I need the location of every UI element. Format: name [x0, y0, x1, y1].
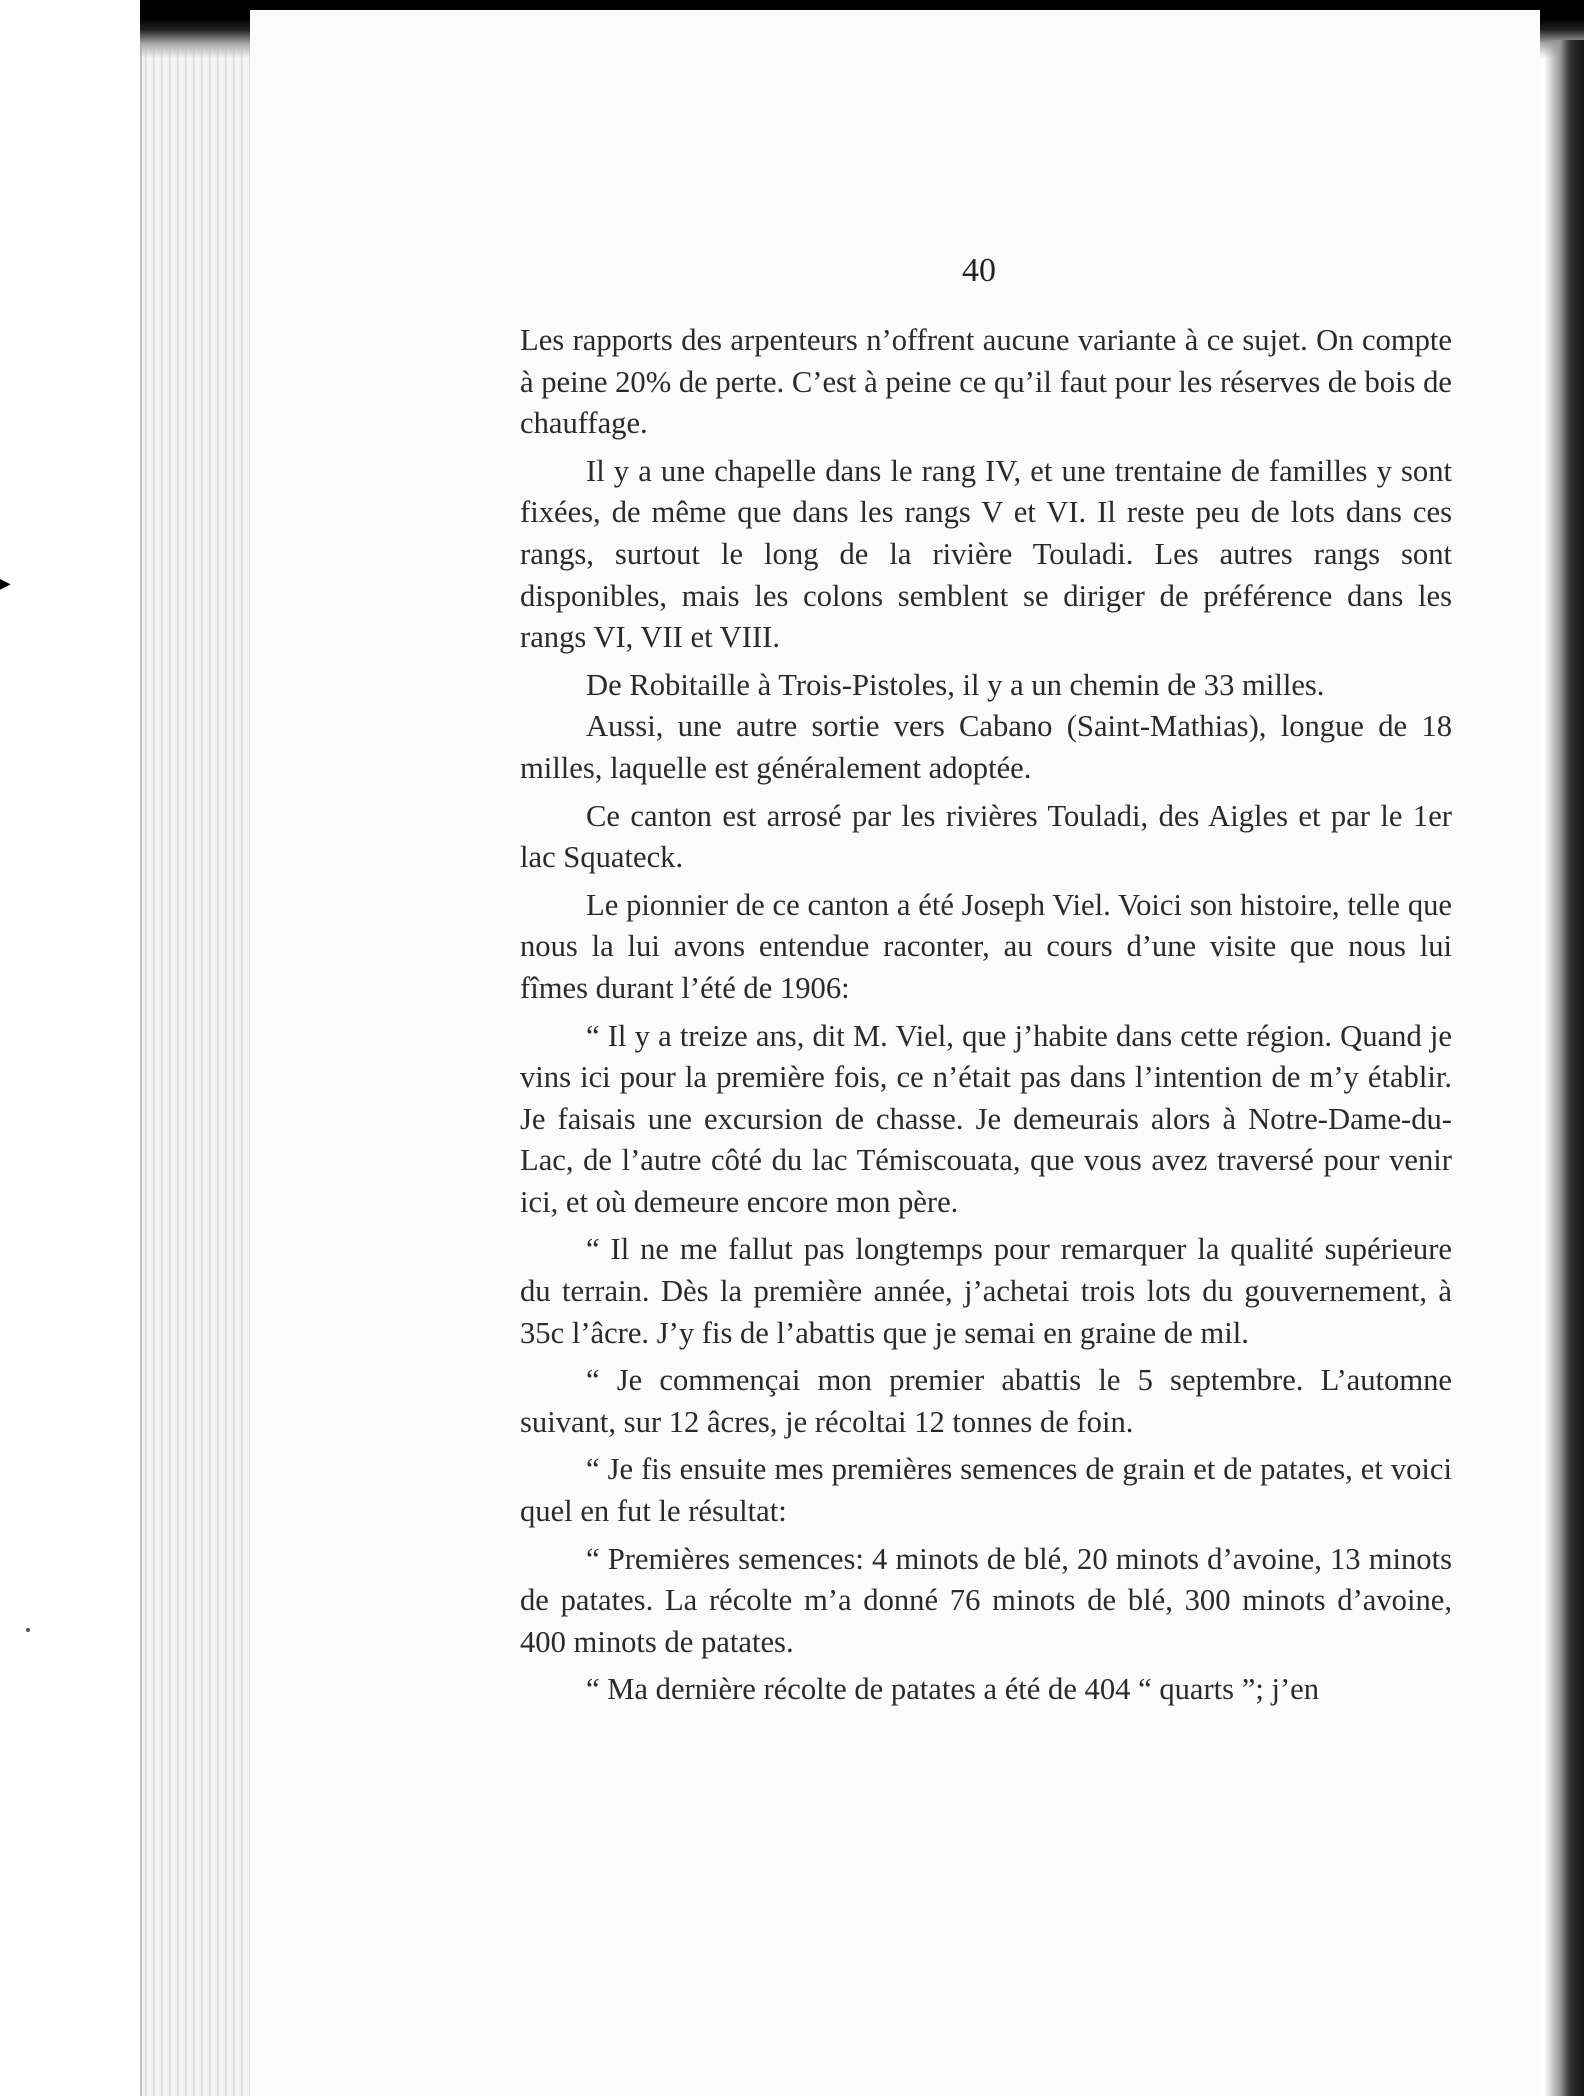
- paragraph: Les rapports des arpenteurs n’offrent aucune variante à ce sujet. On compte à peine 20% de perte. C’est à peine ce qu’il faut pour les réserves de bois de chauffage.: [520, 323, 1452, 441]
- paragraph: “ Il ne me fallut pas longtemps pour remarquer la qualité supérieure du terrain. Dès la première année, j’achetai trois lots du gouvernement, à 35c l’âcre. J’y fis de l’abattis que je semai en graine de mil.: [520, 1232, 1452, 1350]
- page-number: 40: [962, 252, 996, 289]
- paragraph: “ Ma dernière récolte de patates a été de 404 “ quarts ”; j’en: [586, 1672, 1320, 1707]
- margin-arrow-mark: ▶: [0, 576, 11, 592]
- paragraph: “ Je commençai mon premier abattis le 5 septembre. L’automne suivant, sur 12 âcres, je récoltai 12 tonnes de foin.: [520, 1363, 1452, 1439]
- paragraph: Ce canton est arrosé par les rivières Touladi, des Aigles et par le 1er lac Squateck.: [520, 798, 1452, 875]
- paragraph: Aussi, une autre sortie vers Cabano (Saint-Mathias), longue de 18 milles, laquelle est généralement adoptée.: [520, 709, 1452, 785]
- paragraph: “ Premières semences: 4 minots de blé, 20 minots d’avoine, 13 minots de patates. La récolte m’a donné 76 minots de blé, 300 minots d’avoine, 400 minots de patates.: [520, 1541, 1452, 1659]
- paragraph: De Robitaille à Trois-Pistoles, il y a un chemin de 33 milles.: [586, 667, 1325, 702]
- scan-speck: [26, 1628, 30, 1632]
- paragraph: “ Je fis ensuite mes premières semences de grain et de patates, et voici quel en fut le résultat:: [520, 1452, 1452, 1529]
- paragraph: Le pionnier de ce canton a été Joseph Viel. Voici son histoire, telle que nous la lui avons entendue raconter, au cours d’une visite que nous lui fîmes durant l’été de 1906:: [520, 887, 1452, 1005]
- book-page-edges: [140, 0, 262, 2096]
- paragraph: Il y a une chapelle dans le rang IV, et une trentaine de familles y sont fixées, de même que dans les rangs V et VI. Il reste peu de lots dans ces rangs, surtout le long de la rivière Touladi. Les autres rangs sont disponibles, mais les colons semblent se diriger de préférence dans les rangs VI, VII et VIII.: [520, 453, 1452, 655]
- body-text: [520, 320, 1452, 1717]
- paragraph: “ Il y a treize ans, dit M. Viel, que j’habite dans cette région. Quand je vins ici pour la première fois, ce n’était pas dans l’intention de m’y établir. Je faisais une excursion de chasse. Je demeurais alors à Notre-Dame-du-Lac, de l’autre côté du lac Témiscouata, que vous avez traversé pour venir ici, et où demeure encore mon père.: [520, 1018, 1452, 1219]
- book-gutter-shadow: [1544, 40, 1584, 2096]
